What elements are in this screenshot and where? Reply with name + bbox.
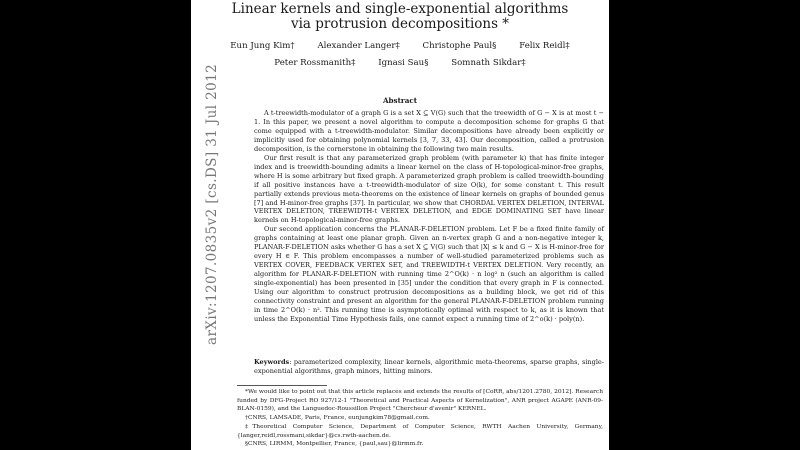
keywords-block [254, 358, 604, 376]
paper-page [191, 0, 609, 450]
author-name: Felix Reidl‡ [519, 41, 570, 51]
author-name: Peter Rossmanith‡ [274, 58, 356, 68]
footnote: *We would like to point out that this article replaces and extends the results of [CoRR, abs/1201.2780, 2012]. Research funded by DFG-Project RO 927/12-1 "Theoretical and Practical Aspects of Kernelization", ANR project AGAPE (ANR-09-BLAN-0159), and the Languedoc-Roussillon Project "Chercheur d'avenir" KERNEL. [237, 389, 603, 413]
author-list-row-2 [191, 58, 609, 68]
footnote-divider [237, 385, 327, 386]
author-list-row-1 [191, 41, 609, 51]
author-name: Somnath Sikdar‡ [451, 58, 526, 68]
abstract-heading: Abstract [382, 96, 418, 105]
author-name: Ignasi Sau§ [378, 58, 429, 68]
abstract-paragraph: Our second application concerns the PLANAR-F-DELETION problem. Let F be a fixed finite family of graphs containing at least one planar graph. Given an n-vertex graph G and a non-negative integer k, PLANAR-F-DELETION asks whether G has a set X ⊆ V(G) such that |X| ≤ k and G − X is H-minor-free for every H ∈ F. This problem encompasses a number of well-studied parameterized problems such as VERTEX COVER, FEEDBACK VERTEX SET, and TREEWIDTH-t VERTEX DELETION. Very recently, an algorithm for PLANAR-F-DELETION with running time 2^O(k) · n log² n (such an algorithm is called single-exponential) has been presented in [35] under the condition that every graph in F is connected. Using our algorithm to construct protrusion decompositions as a building block, we get rid of this connectivity constraint and present an algorithm for the general PLANAR-F-DELETION problem running in time 2^O(k) · n². This running time is asymptotically optimal with respect to k, as it is known that unless the Exponential Time Hypothesis fails, one cannot expect a running time of 2^o(k) · poly(n). [254, 225, 604, 323]
keywords-label: Keywords [254, 358, 290, 366]
footnotes [237, 388, 603, 449]
arxiv-identifier-stamp: arXiv:1207.0835v2 [cs.DS] 31 Jul 2012 [204, 63, 220, 345]
author-name: Christophe Paul§ [422, 41, 497, 51]
author-name: Alexander Langer‡ [317, 41, 400, 51]
author-name: Eun Jung Kim† [230, 41, 295, 51]
paper-title-line-2: via protrusion decompositions * [290, 16, 510, 32]
footnote: §CNRS, LIRMM, Montpellier, France, {paul,sau}@lirmm.fr. [245, 441, 424, 448]
footnote: ‡Theoretical Computer Science, Department of Computer Science, RWTH Aachen University, Germany, {langer,reidl,rossmani,sikdar}@cs.rwth-aachen.de. [237, 423, 603, 439]
paper-title-line-1: Linear kernels and single-exponential algorithms [231, 1, 569, 17]
abstract-body [254, 109, 604, 324]
abstract-paragraph: Our first result is that any parameterized graph problem (with parameter k) that has finite integer index and is treewidth-bounding admits a linear kernel on the class of H-topological-minor-free graphs, where H is some arbitrary but fixed graph. A parameterized graph problem is called treewidth-bounding if all positive instances have a t-treewidth-modulator of size O(k), for some constant t. This result partially extends previous meta-theorems on the existence of linear kernels on graphs of bounded genus [7] and H-minor-free graphs [37]. In particular, we show that CHORDAL VERTEX DELETION, INTERVAL VERTEX DELETION, TREEWIDTH-t VERTEX DELETION, and EDGE DOMINATING SET have linear kernels on H-topological-minor-free graphs. [254, 153, 604, 225]
abstract-paragraph: A t-treewidth-modulator of a graph G is a set X ⊆ V(G) such that the treewidth of G − X is at most t − 1. In this paper, we present a novel algorithm to compute a decomposition scheme for graphs G that come equipped with a t-treewidth-modulator. Similar decompositions have already been explicitly or implicitly used for obtaining polynomial kernels [3, 7, 33, 43]. Our decomposition, called a protrusion decomposition, is the cornerstone in obtaining the following two main results. [254, 109, 604, 153]
keywords-text: : parameterized complexity, linear kernels, algorithmic meta-theorems, sparse graphs, single-exponential algorithms, graph minors, hitting minors. [254, 358, 604, 375]
footnote: †CNRS, LAMSADE, Paris, France, eunjungkim78@gmail.com. [245, 415, 430, 422]
